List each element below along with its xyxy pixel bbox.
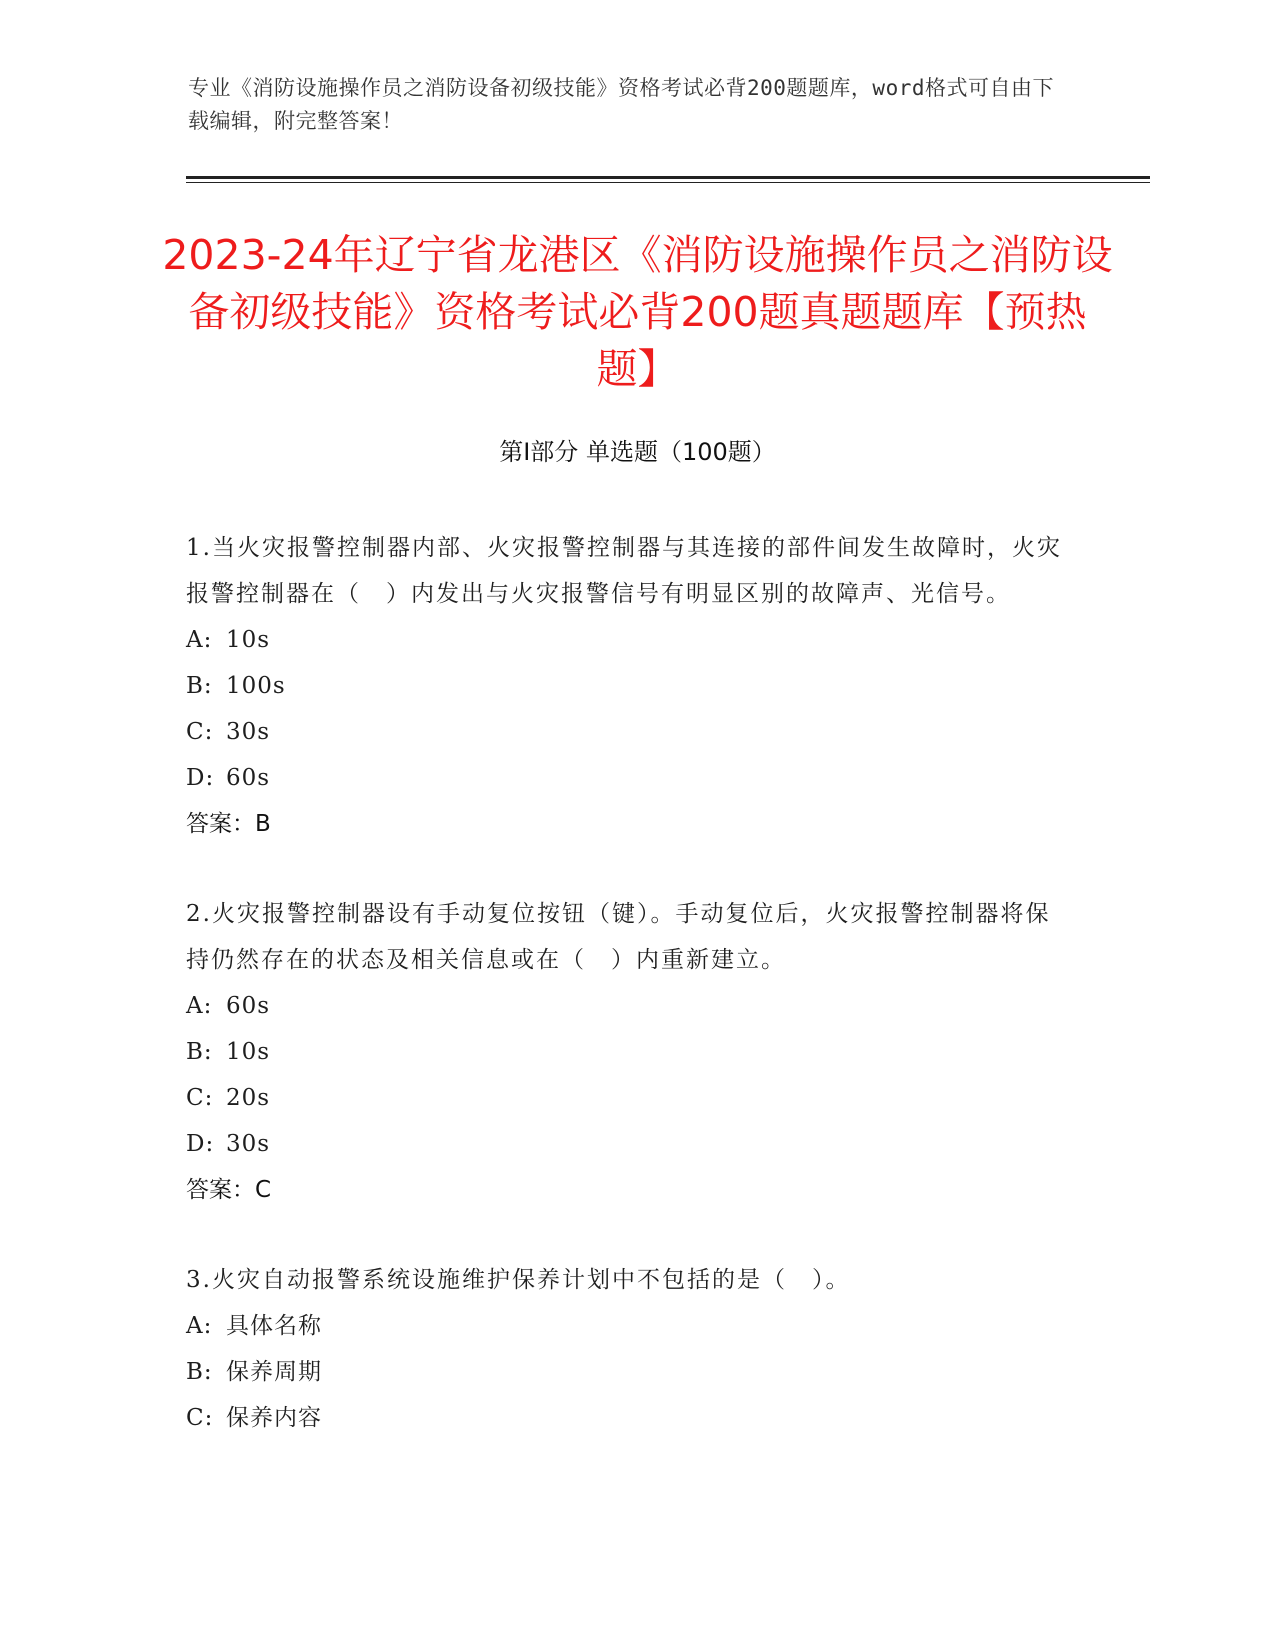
header-divider xyxy=(186,176,1150,179)
option-text: 60s xyxy=(226,765,271,791)
option-letter: D: xyxy=(186,765,215,791)
option-text: 30s xyxy=(226,1131,271,1157)
option-a xyxy=(186,1303,1066,1349)
question-list xyxy=(186,525,1066,1485)
option-letter: D: xyxy=(186,1131,215,1157)
option-text: 100s xyxy=(226,673,286,699)
option-b xyxy=(186,1349,1066,1395)
document-title: 2023-24年辽宁省龙港区《消防设施操作员之消防设备初级技能》资格考试必背200题真题题库【预热题】 xyxy=(162,231,1113,393)
option-letter: C: xyxy=(186,1085,214,1111)
header-divider-thin xyxy=(186,182,1150,183)
option-text: 10s xyxy=(226,1039,271,1065)
option-letter: B: xyxy=(186,1039,213,1065)
option-letter: A: xyxy=(186,627,213,653)
option-a xyxy=(186,617,1066,663)
answer-line: 答案：C xyxy=(186,1177,272,1203)
option-letter: C: xyxy=(186,1405,214,1431)
question-1 xyxy=(186,525,1066,847)
option-text: 20s xyxy=(226,1085,271,1111)
option-text: 具体名称 xyxy=(226,1313,322,1339)
option-c xyxy=(186,1075,1066,1121)
option-d xyxy=(186,755,1066,801)
option-text: 60s xyxy=(226,993,271,1019)
option-letter: B: xyxy=(186,673,213,699)
section-heading: 第Ⅰ部分 单选题（100题） xyxy=(499,438,776,466)
answer-line: 答案：B xyxy=(186,811,271,837)
option-c xyxy=(186,1395,1066,1441)
header-note: 专业《消防设施操作员之消防设备初级技能》资格考试必背200题题库，word格式可自由下载编辑，附完整答案！ xyxy=(188,76,1054,133)
option-d xyxy=(186,1121,1066,1167)
option-letter: B: xyxy=(186,1359,213,1385)
question-3 xyxy=(186,1257,1066,1441)
option-b xyxy=(186,1029,1066,1075)
option-b xyxy=(186,663,1066,709)
option-text: 保养内容 xyxy=(226,1405,322,1431)
option-text: 30s xyxy=(226,719,271,745)
option-text: 10s xyxy=(226,627,271,653)
question-stem: 1.当火灾报警控制器内部、火灾报警控制器与其连接的部件间发生故障时，火灾报警控制器在（ ）内发出与火灾报警信号有明显区别的故障声、光信号。 xyxy=(186,535,1062,607)
option-letter: C: xyxy=(186,719,214,745)
option-letter: A: xyxy=(186,1313,213,1339)
option-c xyxy=(186,709,1066,755)
question-stem: 3.火灾自动报警系统设施维护保养计划中不包括的是（ ）。 xyxy=(186,1267,851,1293)
option-letter: A: xyxy=(186,993,213,1019)
option-a xyxy=(186,983,1066,1029)
question-2 xyxy=(186,891,1066,1213)
option-text: 保养周期 xyxy=(226,1359,322,1385)
question-stem: 2.火灾报警控制器设有手动复位按钮（键）。手动复位后，火灾报警控制器将保持仍然存在的状态及相关信息或在（ ）内重新建立。 xyxy=(186,901,1051,973)
